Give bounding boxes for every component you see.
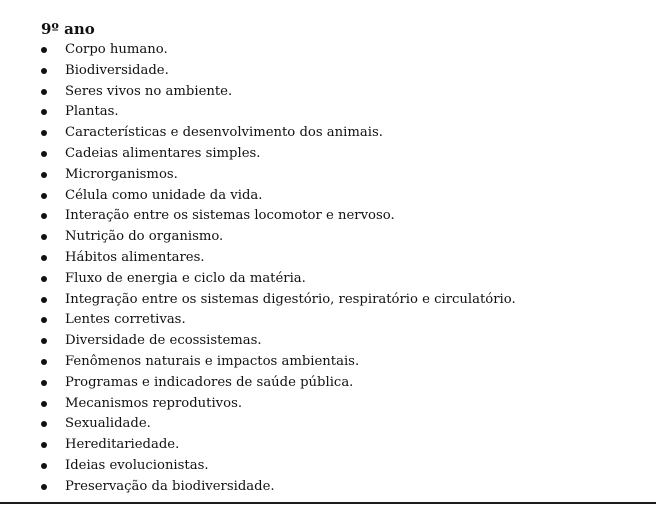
bullet-icon xyxy=(41,317,47,323)
list-item xyxy=(38,165,638,186)
bullet-icon xyxy=(41,463,47,469)
list-item-text: Integração entre os sistemas digestório, respiratório e circulatório. xyxy=(65,291,516,307)
list-item xyxy=(38,310,638,331)
list-item-text: Lentes corretivas. xyxy=(65,312,186,328)
bottom-divider xyxy=(0,502,656,504)
list-item xyxy=(38,144,638,165)
list-item xyxy=(38,61,638,82)
list-item xyxy=(38,227,638,248)
list-item xyxy=(38,352,638,373)
bullet-icon xyxy=(41,193,47,199)
list-item xyxy=(38,394,638,415)
topic-list xyxy=(38,40,638,498)
list-item-text: Diversidade de ecossistemas. xyxy=(65,333,262,349)
list-item-text: Fluxo de energia e ciclo da matéria. xyxy=(65,270,306,286)
list-item xyxy=(38,435,638,456)
list-item-text: Seres vivos no ambiente. xyxy=(65,83,233,99)
list-item-text: Biodiversidade. xyxy=(65,62,169,78)
list-item-text: Preservação da biodiversidade. xyxy=(65,478,275,494)
list-item-text: Características e desenvolvimento dos animais. xyxy=(65,125,383,141)
list-item xyxy=(38,269,638,290)
list-item-text: Fenômenos naturais e impactos ambientais. xyxy=(65,353,360,369)
list-item xyxy=(38,373,638,394)
list-item xyxy=(38,206,638,227)
list-item xyxy=(38,248,638,269)
bullet-icon xyxy=(41,484,47,490)
list-item-text: Interação entre os sistemas locomotor e nervoso. xyxy=(65,208,395,224)
bullet-icon xyxy=(41,172,47,178)
bullet-icon xyxy=(41,338,47,344)
list-item-text: Hábitos alimentares. xyxy=(65,249,205,265)
grade-heading: 9º ano xyxy=(41,20,95,38)
list-item-text: Microrganismos. xyxy=(65,166,178,182)
list-item-text: Programas e indicadores de saúde pública. xyxy=(65,374,354,390)
list-item xyxy=(38,82,638,103)
bullet-icon xyxy=(41,109,47,115)
list-item xyxy=(38,290,638,311)
list-item-text: Nutrição do organismo. xyxy=(65,229,224,245)
bullet-icon xyxy=(41,213,47,219)
bullet-icon xyxy=(41,89,47,95)
list-item-text: Hereditariedade. xyxy=(65,437,180,453)
bullet-icon xyxy=(41,234,47,240)
bullet-icon xyxy=(41,380,47,386)
bullet-icon xyxy=(41,68,47,74)
list-item xyxy=(38,414,638,435)
list-item-text: Cadeias alimentares simples. xyxy=(65,145,261,161)
list-item-text: Ideias evolucionistas. xyxy=(65,457,209,473)
list-item xyxy=(38,186,638,207)
list-item-text: Mecanismos reprodutivos. xyxy=(65,395,243,411)
list-item xyxy=(38,477,638,498)
bullet-icon xyxy=(41,47,47,53)
bullet-icon xyxy=(41,297,47,303)
list-item-text: Plantas. xyxy=(65,104,119,120)
bullet-icon xyxy=(41,130,47,136)
bullet-icon xyxy=(41,401,47,407)
bullet-icon xyxy=(41,442,47,448)
list-item-text: Sexualidade. xyxy=(65,416,151,432)
list-item xyxy=(38,123,638,144)
list-item xyxy=(38,102,638,123)
bullet-icon xyxy=(41,276,47,282)
list-item-text: Célula como unidade da vida. xyxy=(65,187,263,203)
bullet-icon xyxy=(41,359,47,365)
list-item xyxy=(38,331,638,352)
bullet-icon xyxy=(41,421,47,427)
list-item-text: Corpo humano. xyxy=(65,42,168,57)
bullet-icon xyxy=(41,151,47,157)
bullet-icon xyxy=(41,255,47,261)
list-item xyxy=(38,456,638,477)
list-item xyxy=(38,40,638,61)
